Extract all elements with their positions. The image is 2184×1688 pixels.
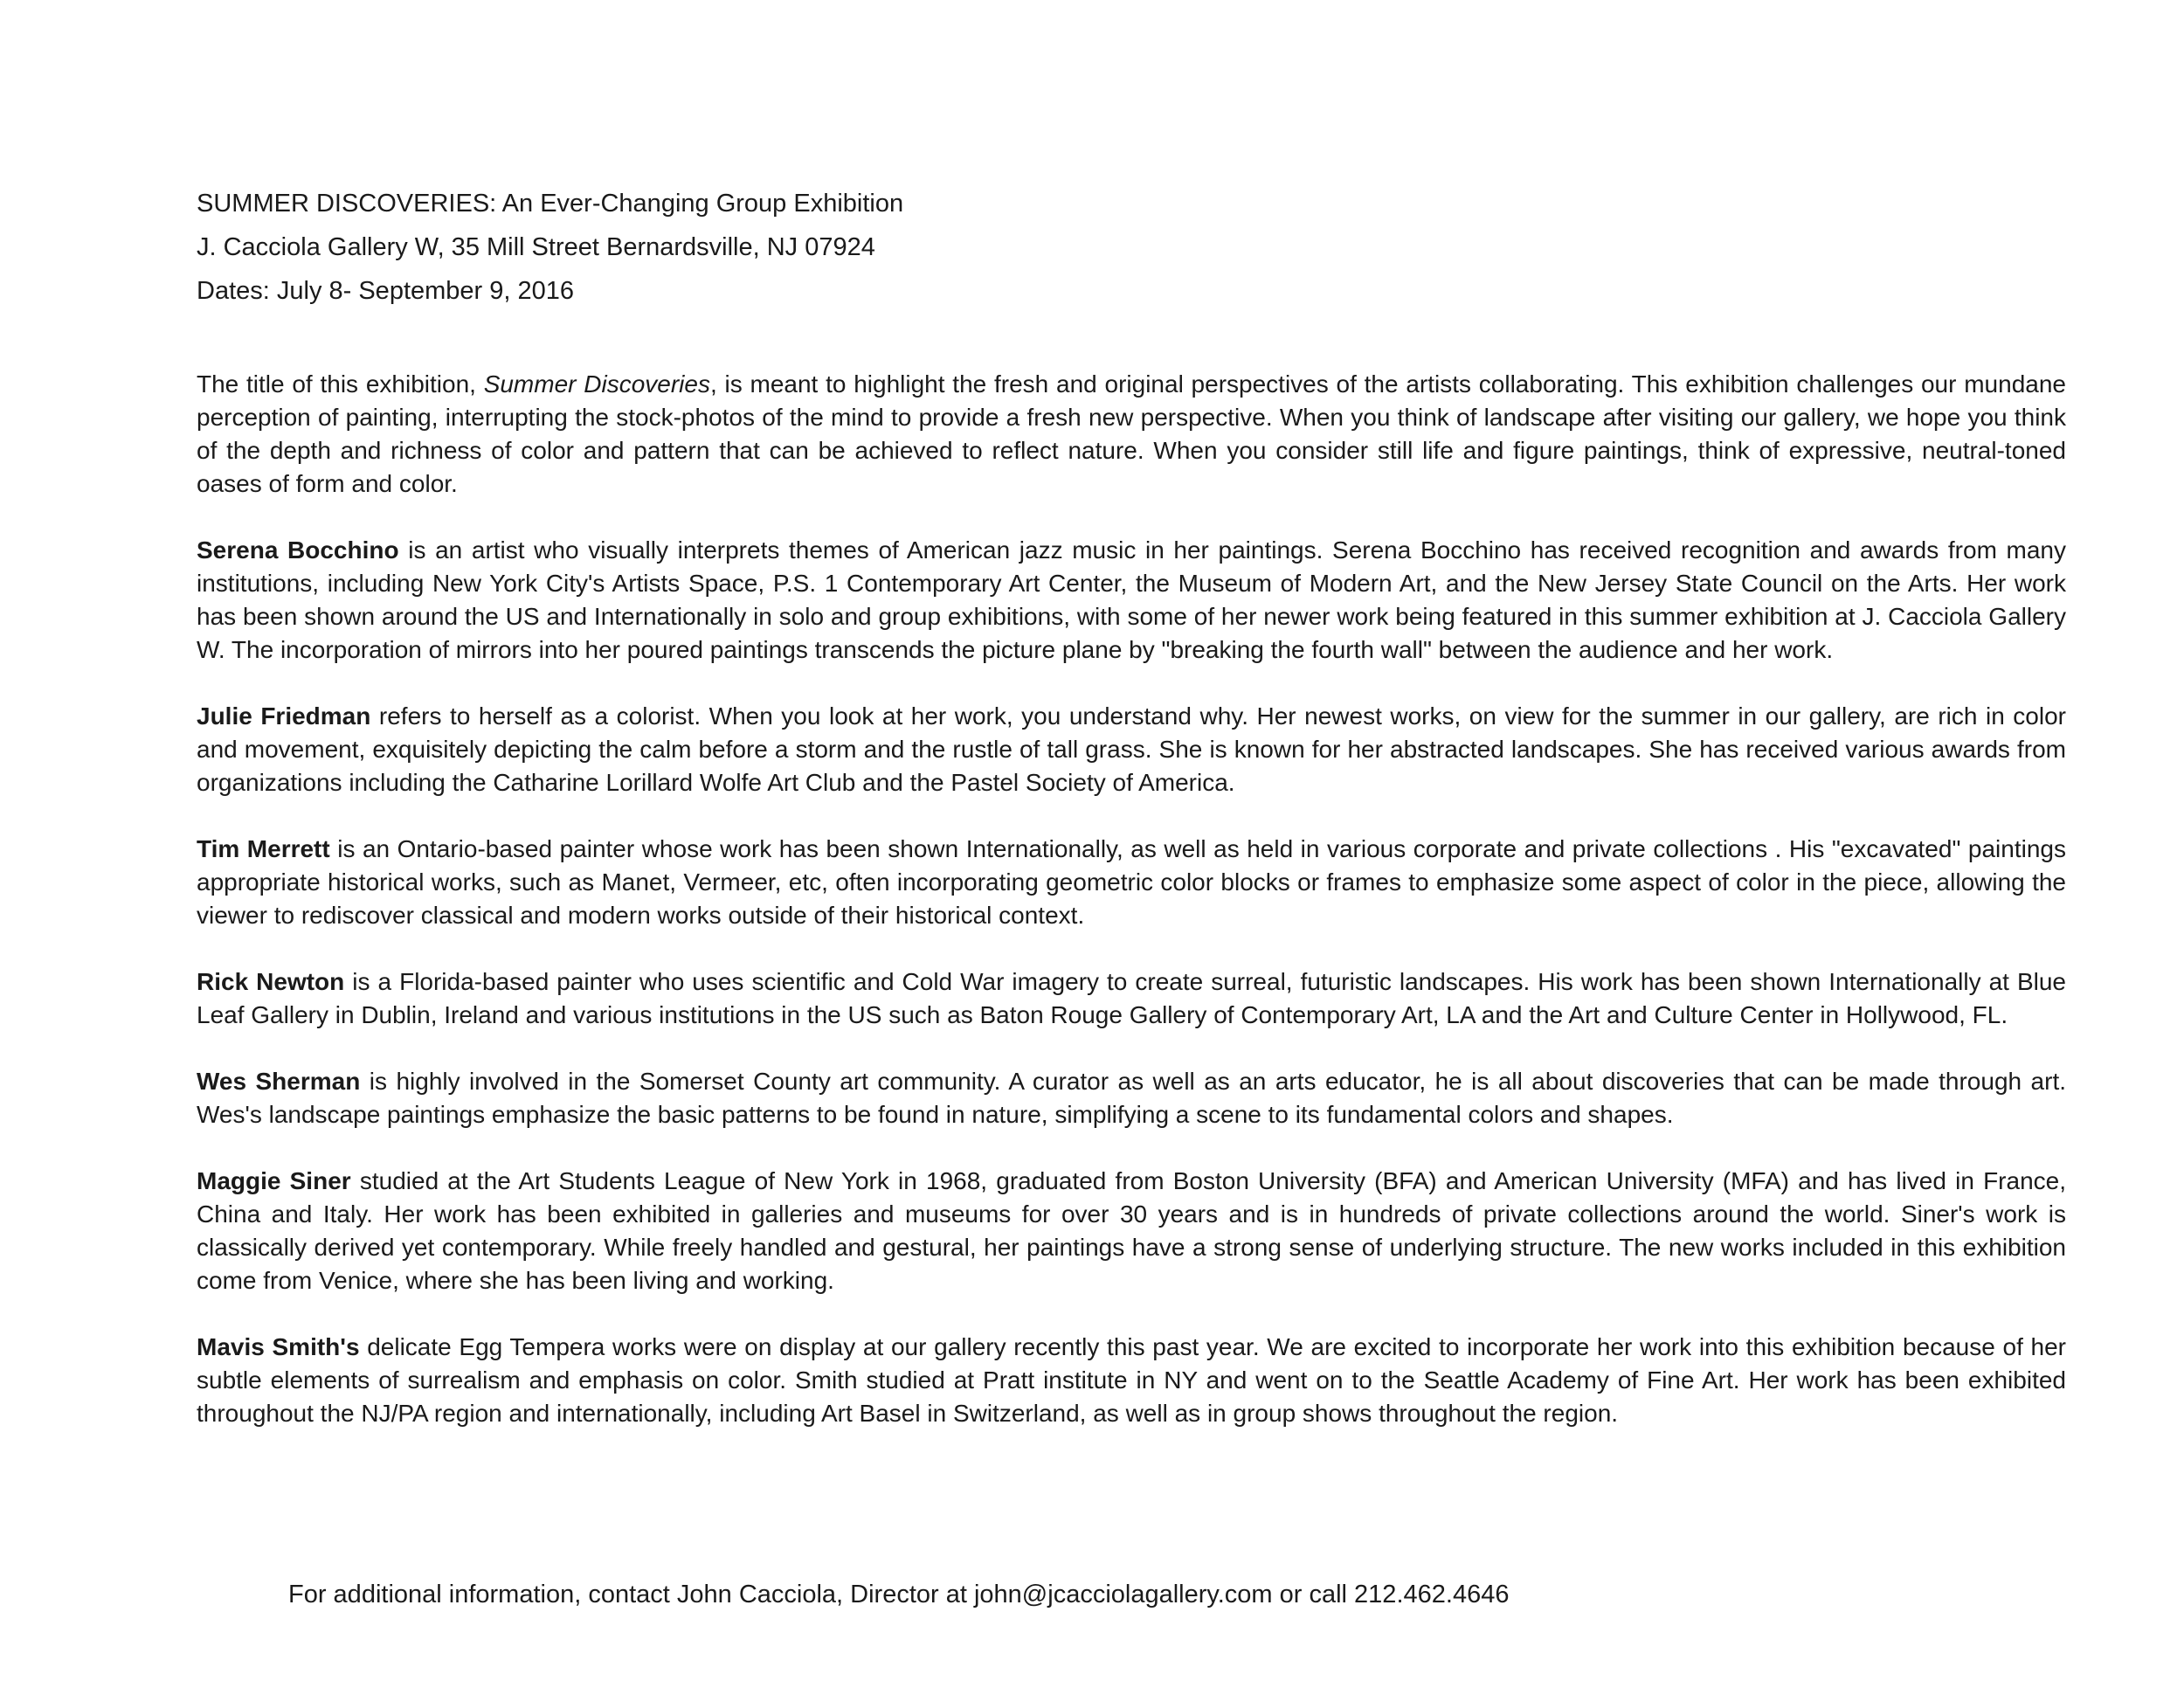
artist-bio: refers to herself as a colorist. When you look at her work, you understand why. Her newest works, on view for the summer in our gallery, are rich in color and movement, exquisitely depicting the calm before a storm and the rustle of tall grass. She is known for her abstracted landscapes. She has received various awards from organizations including the Catharine Lorillard Wolfe Art Club and the Pastel Society of America. <box>197 702 2066 796</box>
artist-bio: is a Florida-based painter who uses scientific and Cold War imagery to create surreal, futuristic landscapes. His work has been shown Internationally at Blue Leaf Gallery in Dublin, Ireland and various institutions in the US such as Baton Rouge Gallery of Contemporary Art, LA and the Art and Culture Center in Hollywood, FL. <box>197 968 2066 1028</box>
exhibition-header <box>197 182 903 313</box>
artist-name: Julie Friedman <box>197 702 371 730</box>
exhibition-dates: Dates: July 8- September 9, 2016 <box>197 277 575 305</box>
artist-paragraph-siner <box>197 1165 2066 1297</box>
artist-name: Tim Merrett <box>197 835 330 862</box>
gallery-address: J. Cacciola Gallery W, 35 Mill Street Bernardsville, NJ 07924 <box>197 233 875 261</box>
artist-paragraph-bocchino <box>197 534 2066 667</box>
artist-bio: is an Ontario-based painter whose work has been shown Internationally, as well as held in various corporate and private collections . His "excavated" paintings appropriate historical works, such as Manet, Vermeer, etc, often incorporating geometric color blocks or frames to emphasize some aspect of color in the piece, allowing the viewer to rediscover classical and modern works outside of their historical context. <box>197 835 2066 929</box>
contact-info: For additional information, contact John Cacciola, Director at john@jcacciolagallery.com or call 212.462.4646 <box>288 1581 1510 1608</box>
press-release-body <box>197 368 2066 1463</box>
artist-paragraph-smith <box>197 1331 2066 1430</box>
artist-paragraph-newton <box>197 965 2066 1032</box>
artist-paragraph-sherman <box>197 1065 2066 1131</box>
artist-bio: delicate Egg Tempera works were on display at our gallery recently this past year. We are excited to incorporate her work into this exhibition because of her subtle elements of surrealism and emphasis on color. Smith studied at Pratt institute in NY and went on to the Seattle Academy of Fine Art. Her work has been exhibited throughout the NJ/PA region and internationally, including Art Basel in Switzerland, as well as in group shows throughout the region. <box>197 1333 2067 1427</box>
artist-name: Wes Sherman <box>197 1068 361 1095</box>
intro-paragraph: The title of this exhibition, Summer Discoveries, is meant to highlight the fresh and original perspectives of the artists collaborating. This exhibition challenges our mundane perception of painting, interrupting the stock-photos of the mind to provide a fresh new perspective. When you think of landscape after visiting our gallery, we hope you think of the depth and richness of color and pattern that can be achieved to reflect nature. When you consider still life and figure paintings, think of expressive, neutral-toned oases of form and color. <box>197 370 2066 497</box>
artist-paragraph-friedman <box>197 700 2066 799</box>
artist-bio: studied at the Art Students League of New York in 1968, graduated from Boston University (BFA) and American University (MFA) and has lived in France, China and Italy. Her work has been exhibited in galleries and museums for over 30 years and is in hundreds of private collections around the world. Siner's work is classically derived yet contemporary. While freely handled and gestural, her paintings have a strong sense of underlying structure. The new works included in this exhibition come from Venice, where she has been living and working. <box>197 1167 2066 1294</box>
artist-paragraph-merrett <box>197 833 2066 932</box>
artist-name: Maggie Siner <box>197 1167 351 1194</box>
exhibition-title: SUMMER DISCOVERIES: An Ever-Changing Group Exhibition <box>197 190 904 218</box>
artist-bio: is highly involved in the Somerset County art community. A curator as well as an arts educator, he is all about discoveries that can be made through art. Wes's landscape paintings emphasize the basic patterns to be found in nature, simplifying a scene to its fundamental colors and shapes. <box>197 1068 2067 1128</box>
contact-footer <box>288 1577 1509 1612</box>
artist-bio: is an artist who visually interprets themes of American jazz music in her paintings. Serena Bocchino has received recognition and awards from many institutions, including New York City's Artists Space, P.S. 1 Contemporary Art Center, the Museum of Modern Art, and the New Jersey State Council on the Arts. Her work has been shown around the US and Internationally in solo and group exhibitions, with some of her newer work being featured in this summer exhibition at J. Cacciola Gallery W. The incorporation of mirrors into her poured paintings transcends the picture plane by "breaking the fourth wall" between the audience and her work. <box>197 536 2066 663</box>
exhibition-title-italic: Summer Discoveries <box>483 370 710 398</box>
artist-name: Serena Bocchino <box>197 536 399 564</box>
artist-name: Rick Newton <box>197 968 345 995</box>
artist-name: Mavis Smith's <box>197 1333 360 1360</box>
